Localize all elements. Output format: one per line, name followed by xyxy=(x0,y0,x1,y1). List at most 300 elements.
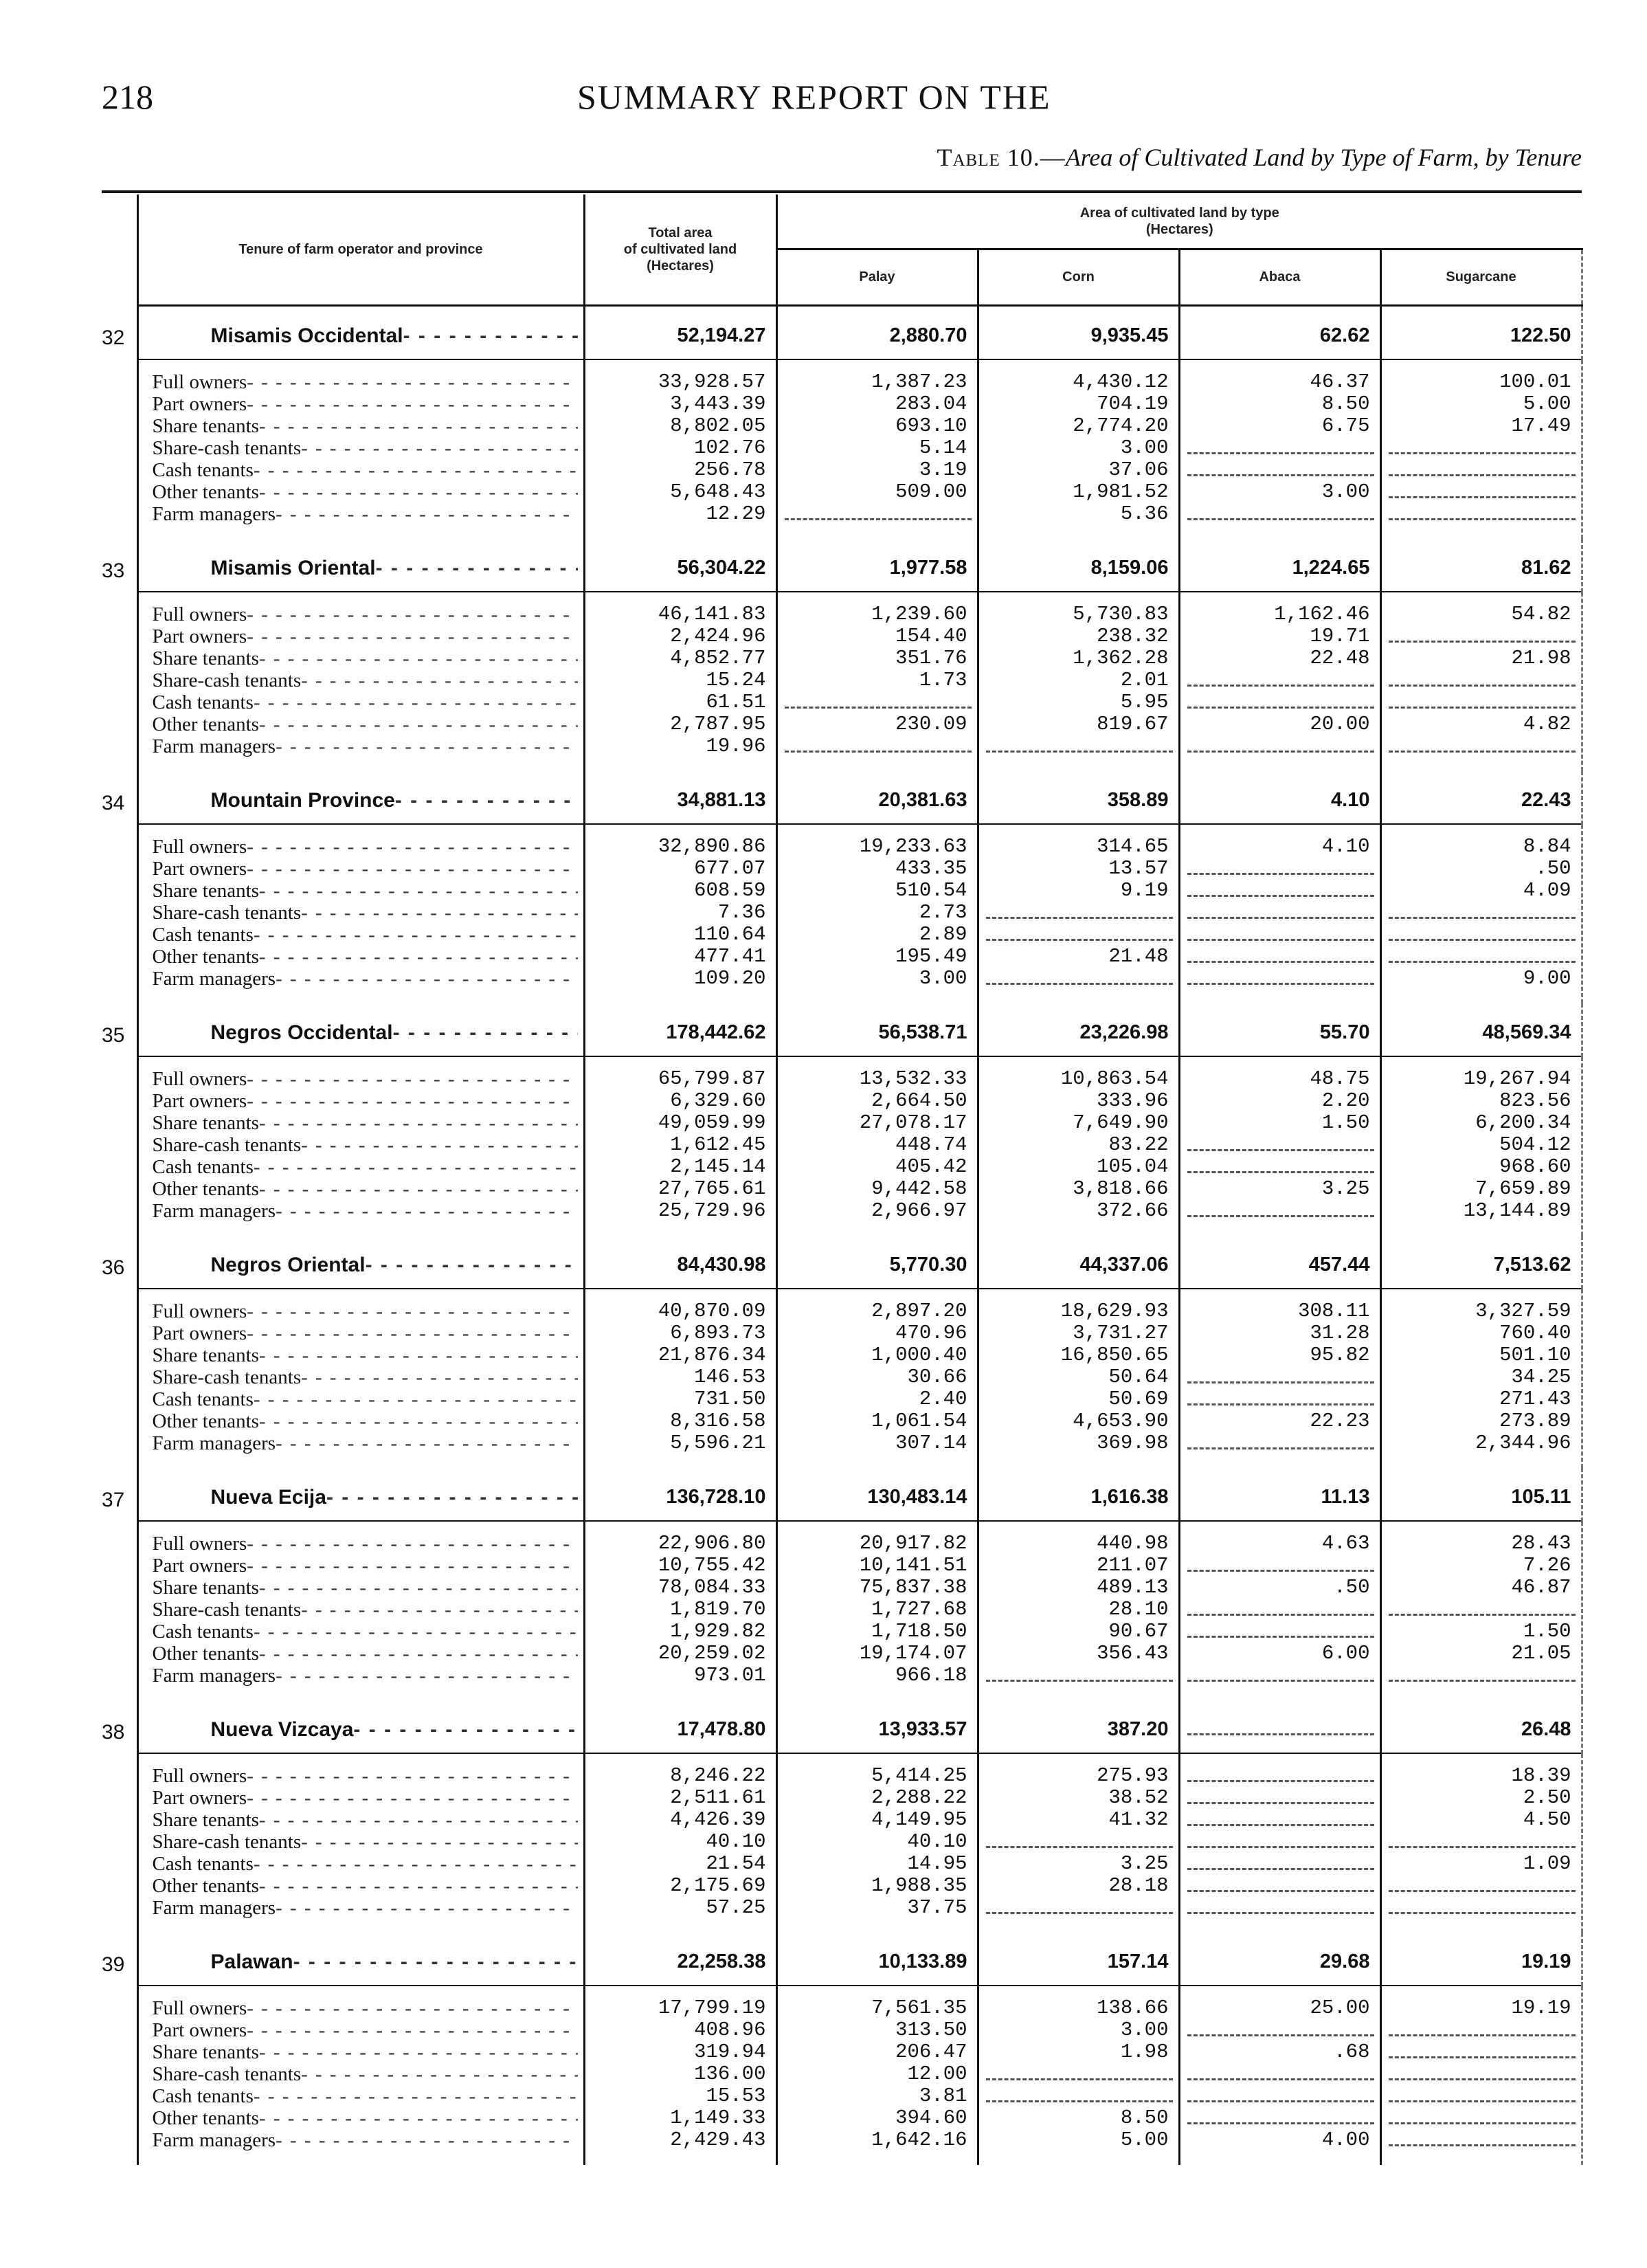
tenure-values-cell xyxy=(1380,592,1582,771)
leader-dots xyxy=(254,1388,578,1410)
tenure-value: 57.25 xyxy=(706,1896,766,1919)
province-total-value: 9,935.45 xyxy=(1090,324,1169,346)
tenure-value: 2.50 xyxy=(1523,1786,1571,1809)
province-name: Mountain Province xyxy=(210,789,395,812)
province-row xyxy=(102,306,1582,360)
tenure-value: 10,863.54 xyxy=(1060,1067,1169,1090)
empty-dash xyxy=(1180,691,1380,713)
tenure-value: 408.96 xyxy=(694,2019,766,2041)
province-total-value: 84,430.98 xyxy=(677,1254,766,1276)
tenure-label: Farm managers xyxy=(152,735,276,757)
header-abaca: Abaca xyxy=(1179,249,1380,306)
tenure-value: 2.73 xyxy=(919,901,967,924)
tenure-value: 2,424.96 xyxy=(670,625,766,647)
province-total-cell xyxy=(584,306,776,360)
tenure-label: Share tenants xyxy=(152,1344,259,1366)
tenure-value: 28.43 xyxy=(1511,1532,1571,1555)
tenure-value: 1,387.23 xyxy=(871,370,967,393)
leader-dots xyxy=(276,1200,577,1222)
leader-dots xyxy=(276,968,577,990)
tenure-value: 21,876.34 xyxy=(658,1344,766,1366)
tenure-value: 25.00 xyxy=(1310,1997,1370,2019)
province-total-cell xyxy=(776,1468,978,1521)
tenure-value: 2,787.95 xyxy=(670,713,766,735)
leader-dots xyxy=(301,437,577,459)
leader-dots xyxy=(393,1021,578,1045)
empty-dash xyxy=(1180,1831,1380,1853)
province-total-cell xyxy=(584,539,776,592)
tenure-values-cell xyxy=(978,359,1179,539)
empty-dash xyxy=(1180,503,1380,525)
tenure-value: 46.37 xyxy=(1310,370,1370,393)
tenure-values-cell xyxy=(978,1056,1179,1236)
tenure-value: 13.57 xyxy=(1108,857,1169,880)
table-caption xyxy=(937,143,1582,172)
empty-dash xyxy=(1180,1809,1380,1831)
tenure-line xyxy=(139,1665,583,1687)
tenure-value: 14.95 xyxy=(907,1852,967,1875)
tenure-value: 146.53 xyxy=(694,1366,766,1388)
tenure-line xyxy=(139,415,583,437)
leader-dots xyxy=(395,789,578,812)
tenure-value: 195.49 xyxy=(895,945,967,968)
tenure-values-cell xyxy=(776,1753,978,1933)
tenure-values-cell xyxy=(776,1521,978,1700)
tenure-value: 40.10 xyxy=(706,1830,766,1853)
leader-dots xyxy=(247,1322,577,1344)
tenure-value: 19.71 xyxy=(1310,625,1370,647)
empty-dash xyxy=(979,968,1178,990)
province-total-cell xyxy=(776,771,978,824)
tenure-value: 10,755.42 xyxy=(658,1554,766,1577)
tenure-value: 4,653.90 xyxy=(1073,1410,1169,1432)
province-name-cell xyxy=(137,1236,584,1289)
tenure-values-cell xyxy=(1179,592,1380,771)
tenure-value: 973.01 xyxy=(694,1664,766,1687)
tenure-labels-cell xyxy=(137,824,584,1003)
province-total-value: 48,569.34 xyxy=(1482,1021,1571,1043)
tenure-value: 8,246.22 xyxy=(670,1764,766,1787)
leader-dots xyxy=(247,1555,577,1577)
tenure-value: 5.95 xyxy=(1120,691,1169,713)
tenure-value: 351.76 xyxy=(895,647,967,669)
empty-dash xyxy=(979,902,1178,924)
province-total-cell xyxy=(1380,1700,1582,1753)
province-total-value: 1,977.58 xyxy=(889,557,967,579)
cultivated-land-table xyxy=(102,194,1583,2165)
tenure-value: 4.10 xyxy=(1321,835,1370,858)
tenure-value: 5.00 xyxy=(1523,392,1571,415)
province-total-cell xyxy=(1380,539,1582,592)
tenure-value: 50.64 xyxy=(1108,1366,1169,1388)
tenure-group-row xyxy=(102,592,1582,771)
empty-dash xyxy=(1180,880,1380,902)
tenure-value: 6.00 xyxy=(1321,1642,1370,1665)
province-number: 38 xyxy=(102,1721,125,1744)
tenure-group-row xyxy=(102,824,1582,1003)
tenure-value: 1,239.60 xyxy=(871,603,967,625)
tenure-value: 8.50 xyxy=(1321,392,1370,415)
leader-dots xyxy=(259,1344,578,1366)
tenure-value: 18.39 xyxy=(1511,1764,1571,1787)
tenure-value: 2,511.61 xyxy=(670,1786,766,1809)
empty-dash xyxy=(1382,669,1581,691)
tenure-label: Farm managers xyxy=(152,1200,276,1222)
tenure-value: 470.96 xyxy=(895,1322,967,1344)
tenure-values-cell xyxy=(584,359,776,539)
tenure-values-cell xyxy=(584,1753,776,1933)
province-total-value: 34,881.13 xyxy=(677,789,766,811)
tenure-value: 22.23 xyxy=(1310,1410,1370,1432)
province-total-cell xyxy=(1380,1003,1582,1056)
leader-dots xyxy=(276,503,577,525)
empty-dash xyxy=(1382,2019,1581,2041)
tenure-value: 3,818.66 xyxy=(1073,1177,1169,1200)
tenure-line xyxy=(139,924,583,946)
tenure-value: 22.48 xyxy=(1310,647,1370,669)
tenure-label: Share tenants xyxy=(152,415,259,437)
header-total-area xyxy=(584,194,776,306)
tenure-label: Other tenants xyxy=(152,1875,259,1897)
leader-dots xyxy=(247,1300,577,1322)
tenure-value: 448.74 xyxy=(895,1133,967,1156)
leader-dots xyxy=(247,1787,577,1809)
tenure-label: Full owners xyxy=(152,1300,247,1322)
tenure-label: Full owners xyxy=(152,371,247,393)
tenure-value: 9.00 xyxy=(1523,967,1571,990)
province-total-cell xyxy=(1179,1700,1380,1753)
tenure-line xyxy=(139,880,583,902)
tenure-line xyxy=(139,1178,583,1200)
tenure-values-cell xyxy=(1179,1753,1380,1933)
tenure-line xyxy=(139,393,583,415)
table-caption-text: Area of Cultivated Land by Type of Farm, by Tenure xyxy=(1065,144,1582,171)
tenure-line xyxy=(139,1388,583,1410)
tenure-label: Share-cash tenants xyxy=(152,1831,302,1853)
tenure-values-cell xyxy=(584,1056,776,1236)
province-total-value: 387.20 xyxy=(1107,1718,1169,1740)
empty-dash xyxy=(1180,858,1380,880)
tenure-value: 509.00 xyxy=(895,480,967,503)
tenure-value: 5,648.43 xyxy=(670,480,766,503)
province-total-value: 17,478.80 xyxy=(677,1718,766,1740)
tenure-group-row xyxy=(102,1521,1582,1700)
leader-dots xyxy=(276,2129,577,2151)
province-total-value: 23,226.98 xyxy=(1079,1021,1169,1043)
tenure-values-cell xyxy=(776,1056,978,1236)
tenure-value: 369.98 xyxy=(1097,1432,1169,1454)
tenure-label: Part owners xyxy=(152,625,247,647)
tenure-value: 22,906.80 xyxy=(658,1532,766,1555)
tenure-value: 333.96 xyxy=(1097,1089,1169,1112)
tenure-value: 37.75 xyxy=(907,1896,967,1919)
empty-dash xyxy=(778,503,977,525)
tenure-value: 3.19 xyxy=(919,458,967,481)
empty-dash xyxy=(1382,902,1581,924)
province-name-wrap xyxy=(139,324,583,348)
empty-dash xyxy=(1180,1134,1380,1156)
leader-dots xyxy=(254,1853,578,1875)
tenure-values-cell xyxy=(584,592,776,771)
tenure-line xyxy=(139,437,583,459)
province-number: 34 xyxy=(102,792,125,814)
tenure-value: 308.11 xyxy=(1298,1300,1370,1322)
leader-dots xyxy=(247,2019,577,2041)
tenure-value: 83.22 xyxy=(1108,1133,1169,1156)
leader-dots xyxy=(259,415,578,437)
tenure-group-row xyxy=(102,1986,1582,2165)
empty-dash xyxy=(1382,459,1581,481)
tenure-value: 1.50 xyxy=(1523,1620,1571,1643)
empty-dash xyxy=(1180,459,1380,481)
tenure-value: 7.36 xyxy=(717,901,766,924)
province-total-cell xyxy=(776,1236,978,1289)
leader-dots xyxy=(259,713,578,735)
tenure-values-cell xyxy=(776,592,978,771)
tenure-label: Share tenants xyxy=(152,2041,259,2063)
leader-dots xyxy=(276,735,577,757)
tenure-line xyxy=(139,1200,583,1222)
province-row xyxy=(102,1933,1582,1986)
tenure-value: 3,731.27 xyxy=(1073,1322,1169,1344)
tenure-value: 50.69 xyxy=(1108,1388,1169,1410)
province-total-value: 56,538.71 xyxy=(878,1021,967,1043)
tenure-value: 3.25 xyxy=(1321,1177,1370,1200)
table-body xyxy=(102,306,1582,2166)
tenure-value: 4,149.95 xyxy=(871,1808,967,1831)
tenure-label: Share tenants xyxy=(152,647,259,669)
tenure-label: Cash tenants xyxy=(152,1388,254,1410)
tenure-value: 2,429.43 xyxy=(670,2128,766,2151)
province-row xyxy=(102,1700,1582,1753)
tenure-value: 8.50 xyxy=(1120,2106,1169,2129)
tenure-value: 2,288.22 xyxy=(871,1786,967,1809)
tenure-value: 16,850.65 xyxy=(1060,1344,1169,1366)
empty-dash xyxy=(1382,2041,1581,2063)
tenure-label: Cash tenants xyxy=(152,1156,254,1178)
tenure-value: 110.64 xyxy=(694,923,766,946)
tenure-line xyxy=(139,2085,583,2107)
empty-dash xyxy=(1382,735,1581,757)
tenure-label: Other tenants xyxy=(152,946,259,968)
tenure-line xyxy=(139,459,583,481)
tenure-label: Cash tenants xyxy=(152,1621,254,1643)
tenure-value: 41.32 xyxy=(1108,1808,1169,1831)
tenure-line xyxy=(139,735,583,757)
header-group-line2: (Hectares) xyxy=(1145,222,1213,238)
tenure-values-cell xyxy=(1380,1289,1582,1468)
tenure-value: 17,799.19 xyxy=(658,1997,766,2019)
province-total-value: 26.48 xyxy=(1521,1718,1571,1740)
tenure-value: 313.50 xyxy=(895,2019,967,2041)
tenure-value: 8,316.58 xyxy=(670,1410,766,1432)
leader-dots xyxy=(301,1366,577,1388)
header-total-line1: Total area xyxy=(648,225,713,241)
tenure-group-row xyxy=(102,1289,1582,1468)
province-row xyxy=(102,539,1582,592)
tenure-value: 10,141.51 xyxy=(859,1554,967,1577)
tenure-line xyxy=(139,1875,583,1897)
tenure-value: 75,837.38 xyxy=(859,1576,967,1599)
tenure-value: 138.66 xyxy=(1097,1997,1169,2019)
leader-dots xyxy=(247,1533,577,1555)
tenure-values-cell xyxy=(584,1289,776,1468)
header-palay: Palay xyxy=(776,249,978,306)
empty-dash xyxy=(1180,2019,1380,2041)
tenure-group-row xyxy=(102,359,1582,539)
tenure-value: 5,414.25 xyxy=(871,1764,967,1787)
province-total-cell xyxy=(1179,1003,1380,1056)
province-total-value: 105.11 xyxy=(1511,1486,1571,1508)
tenure-value: 1,000.40 xyxy=(871,1344,967,1366)
province-total-value: 10,133.89 xyxy=(878,1950,967,1972)
tenure-value: 1,362.28 xyxy=(1073,647,1169,669)
tenure-value: 4.50 xyxy=(1523,1808,1571,1831)
tenure-line xyxy=(139,1897,583,1919)
empty-dash xyxy=(979,1665,1178,1687)
tenure-value: 38.52 xyxy=(1108,1786,1169,1809)
tenure-line xyxy=(139,1599,583,1621)
tenure-line xyxy=(139,691,583,713)
tenure-value: 1,061.54 xyxy=(871,1410,967,1432)
tenure-value: 8,802.05 xyxy=(670,414,766,437)
province-total-cell xyxy=(978,306,1179,360)
tenure-value: 1.09 xyxy=(1523,1852,1571,1875)
province-name-wrap xyxy=(139,1950,583,1974)
empty-dash xyxy=(1180,437,1380,459)
empty-dash xyxy=(778,691,977,713)
tenure-value: 6,329.60 xyxy=(670,1089,766,1112)
empty-dash xyxy=(1180,1787,1380,1809)
empty-dash xyxy=(1180,1765,1380,1787)
tenure-values-cell xyxy=(1380,1753,1582,1933)
province-total-value: 19.19 xyxy=(1521,1950,1571,1972)
tenure-value: 1,988.35 xyxy=(871,1874,967,1897)
tenure-values-cell xyxy=(978,1753,1179,1933)
header-total-line2: of cultivated land xyxy=(623,242,737,257)
leader-dots xyxy=(301,1599,577,1621)
tenure-value: 2.40 xyxy=(919,1388,967,1410)
tenure-label: Other tenants xyxy=(152,1643,259,1665)
tenure-labels-cell xyxy=(137,592,584,771)
province-total-value: 358.89 xyxy=(1107,789,1169,811)
empty-dash xyxy=(1180,1555,1380,1577)
province-row xyxy=(102,1003,1582,1056)
tenure-label: Cash tenants xyxy=(152,924,254,946)
leader-dots xyxy=(353,1718,577,1742)
tenure-value: 19.19 xyxy=(1511,1997,1571,2019)
tenure-value: 100.01 xyxy=(1499,370,1571,393)
tenure-values-cell xyxy=(584,1986,776,2165)
tenure-value: .68 xyxy=(1334,2041,1370,2063)
leader-dots xyxy=(247,1765,577,1787)
tenure-label: Farm managers xyxy=(152,1897,276,1919)
province-number: 35 xyxy=(102,1024,125,1047)
leader-dots xyxy=(301,902,577,924)
tenure-line xyxy=(139,1344,583,1366)
tenure-line xyxy=(139,647,583,669)
tenure-value: 211.07 xyxy=(1097,1554,1169,1577)
empty-dash xyxy=(1382,2107,1581,2129)
empty-dash xyxy=(1382,924,1581,946)
table-caption-label: Table 10.— xyxy=(937,144,1066,171)
tenure-value: 109.20 xyxy=(694,967,766,990)
province-name: Misamis Oriental xyxy=(210,557,376,579)
empty-dash xyxy=(1382,503,1581,525)
tenure-value: 230.09 xyxy=(895,713,967,735)
leader-dots xyxy=(247,1997,577,2019)
empty-dash xyxy=(1382,2085,1581,2107)
empty-dash xyxy=(1180,1621,1380,1643)
tenure-values-cell xyxy=(1179,1521,1380,1700)
province-total-cell xyxy=(584,1236,776,1289)
tenure-labels-cell xyxy=(137,1986,584,2165)
tenure-value: 2,145.14 xyxy=(670,1155,766,1178)
tenure-value: 256.78 xyxy=(694,458,766,481)
tenure-label: Part owners xyxy=(152,858,247,880)
province-total-value: 457.44 xyxy=(1308,1254,1370,1276)
tenure-label: Full owners xyxy=(152,1533,247,1555)
tenure-line xyxy=(139,2063,583,2085)
province-number: 37 xyxy=(102,1489,125,1511)
tenure-value: 19.96 xyxy=(706,735,766,757)
empty-dash xyxy=(1180,2107,1380,2129)
tenure-label: Farm managers xyxy=(152,1432,276,1454)
tenure-value: 20.00 xyxy=(1310,713,1370,735)
tenure-value: 18,629.93 xyxy=(1060,1300,1169,1322)
tenure-values-cell xyxy=(1179,359,1380,539)
empty-dash xyxy=(979,735,1178,757)
tenure-label: Share tenants xyxy=(152,880,259,902)
tenure-value: 20,917.82 xyxy=(859,1532,967,1555)
leader-dots xyxy=(254,2085,578,2107)
tenure-values-cell xyxy=(978,1521,1179,1700)
tenure-line xyxy=(139,1112,583,1134)
province-total-value: 1,616.38 xyxy=(1090,1486,1169,1508)
tenure-line xyxy=(139,603,583,625)
tenure-label: Share-cash tenants xyxy=(152,2063,302,2085)
tenure-line xyxy=(139,2019,583,2041)
leader-dots xyxy=(259,1410,578,1432)
province-row xyxy=(102,771,1582,824)
tenure-value: 102.76 xyxy=(694,436,766,459)
province-total-value: 55.70 xyxy=(1319,1021,1370,1043)
province-name-wrap xyxy=(139,789,583,812)
leader-dots xyxy=(247,836,577,858)
tenure-value: 9,442.58 xyxy=(871,1177,967,1200)
tenure-value: 34.25 xyxy=(1511,1366,1571,1388)
province-name-wrap xyxy=(139,1486,583,1509)
tenure-value: 477.41 xyxy=(694,945,766,968)
province-total-value: 13,933.57 xyxy=(878,1718,967,1740)
tenure-line xyxy=(139,669,583,691)
empty-dash xyxy=(1180,1853,1380,1875)
tenure-label: Farm managers xyxy=(152,503,276,525)
leader-dots xyxy=(259,946,578,968)
tenure-value: 19,174.07 xyxy=(859,1642,967,1665)
tenure-line xyxy=(139,1432,583,1454)
tenure-line xyxy=(139,2041,583,2063)
tenure-value: 15.24 xyxy=(706,669,766,691)
tenure-value: 37.06 xyxy=(1108,458,1169,481)
province-total-cell xyxy=(776,1933,978,1986)
tenure-value: 32,890.86 xyxy=(658,835,766,858)
tenure-label: Share-cash tenants xyxy=(152,437,302,459)
tenure-line xyxy=(139,1853,583,1875)
tenure-value: 2.01 xyxy=(1120,669,1169,691)
province-total-cell xyxy=(978,1933,1179,1986)
tenure-value: 95.82 xyxy=(1310,1344,1370,1366)
